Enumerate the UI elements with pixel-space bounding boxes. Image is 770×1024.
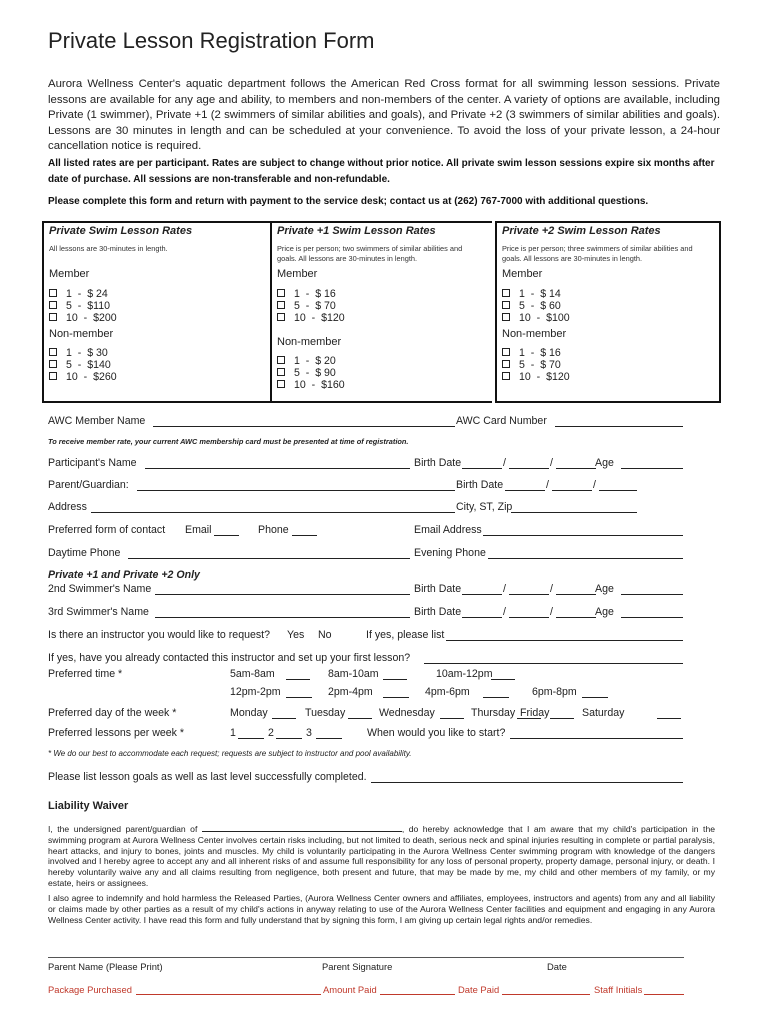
date-paid-line[interactable] [502,994,590,995]
date-slash: / [503,583,506,595]
rate-title: Private +2 Swim Lesson Rates [502,225,661,237]
daytime-phone-label: Daytime Phone [48,547,121,559]
instructor-name-line[interactable] [446,640,683,641]
date-paid-label: Date Paid [458,984,500,995]
waiver-p1-rest: , do hereby acknowledge that I am aware that my child's participation in the swimming program at Aurora Wellness Center involves certain risks including, but not limited to death, serious neck and spinal injuries resulting in complete or partial paralysis, heart attacks, and injury to bones, joints and muscles. My child is voluntarily participating in the Aurora Wellness Center swimming program with knowledge of the dangers involved and I hereby agree to accept any and all inherent risks of and assume full responsibility for any loss of personal property, property damage, personal injury, or death. I hereby voluntarily waive any and all claims resulting from negligence, both present and future, that may be made by me, my child and other members of my family, or my estate, heirs or assignees. [48,824,715,888]
birth-year-line[interactable] [599,490,637,491]
package-purchased-label: Package Purchased [48,984,132,995]
age-line[interactable] [621,468,683,469]
rate-option[interactable] [502,371,570,383]
rate-option[interactable] [277,367,336,379]
rate-option[interactable] [277,355,336,367]
time-option-label: 12pm-2pm [230,686,281,698]
age-label: Age [595,457,614,469]
no-label: No [318,629,332,641]
age-line[interactable] [621,594,683,595]
time-option-line[interactable] [383,679,407,680]
amount-paid-line[interactable] [380,994,455,995]
checkbox-icon[interactable] [49,360,57,368]
if-yes-list-label: If yes, please list [366,629,445,641]
rate-option[interactable] [49,300,110,312]
date-slash: / [546,479,549,491]
second-swimmer-line[interactable] [155,594,410,595]
when-start-label: When would you like to start? [367,727,506,739]
parent-name-label: Parent Name (Please Print) [48,961,163,972]
intro-paragraph: Aurora Wellness Center's aquatic department follows the American Red Cross format for all swimming lesson sessions. Private lessons are available for any age and ability, to members and non-members of the center. A variety of options are available, including Private (1 swimmer), Private +1 (2 swimmers of similar abilities and goals), and Private +2 (3 swimmers of similar abilities and goals). Lessons are 30 minutes in length and can be scheduled at your convenience. To avoid the loss of your private lesson, a 24-hour cancellation notice is required. [48,78,720,153]
rate-option[interactable] [277,312,345,324]
rate-option-label: 5 - $ 60 [519,300,561,312]
awc-card-number-label: AWC Card Number [456,415,547,427]
time-option-label: 2pm-4pm [328,686,373,698]
accommodate-note: * We do our best to accommodate each request; requests are subject to instructor and pool availability. [48,749,412,758]
rate-option-label: 10 - $100 [519,312,570,324]
checkbox-icon[interactable] [502,301,510,309]
rate-option[interactable] [277,288,336,300]
birth-day-line[interactable] [552,490,592,491]
rate-option-label: 1 - $ 20 [294,355,336,367]
date-slash: / [550,457,553,469]
parent-guardian-line[interactable] [137,490,455,491]
email-address-line[interactable] [483,535,683,536]
yes-label: Yes [287,629,305,641]
third-swimmer-line[interactable] [155,617,410,618]
rate-option[interactable] [502,300,561,312]
rate-option-label: 1 - $ 30 [66,347,108,359]
member-label: Member [277,268,318,280]
rate-option-label: 5 - $110 [66,300,110,312]
checkbox-icon[interactable] [49,289,57,297]
member-rate-note: To receive member rate, your current AWC membership card must be presented at time of registration. [48,437,409,446]
rate-option[interactable] [49,359,111,371]
day-option-line[interactable] [657,718,681,719]
day-option-label: Saturday [582,707,625,719]
date-slash: / [550,606,553,618]
checkbox-icon[interactable] [502,313,510,321]
day-option-label: Tuesday [305,707,346,719]
rate-option[interactable] [49,371,117,383]
time-option-label: 10am-12pm [436,668,493,680]
lesson-goals-line[interactable] [371,782,683,783]
private-only-heading: Private +1 and Private +2 Only [48,569,200,581]
checkbox-icon[interactable] [277,356,285,364]
participant-name-line[interactable] [145,468,410,469]
contacted-line[interactable] [424,663,683,664]
rate-option-label: 10 - $120 [519,371,570,383]
checkbox-icon[interactable] [502,360,510,368]
signature-date-label: Date [547,961,567,972]
submit-notice: Please complete this form and return with payment to the service desk; contact us at (262) 767-7000 with additional questions. [48,196,649,207]
age-line[interactable] [621,617,683,618]
rate-option-label: 10 - $260 [66,371,117,383]
rate-note: All lessons are 30-minutes in length. [49,244,168,253]
parent-guardian-label: Parent/Guardian: [48,479,129,491]
waiver-p1-start: I, the undersigned parent/guardian of [48,824,198,834]
date-slash: / [593,479,596,491]
rate-option-label: 5 - $140 [66,359,111,371]
date-slash: / [503,457,506,469]
day-option-label: Wednesday [379,707,435,719]
waiver-title: Liability Waiver [48,800,129,812]
checkbox-icon[interactable] [49,301,57,309]
nonmember-label: Non-member [49,328,114,340]
waiver-paragraph-2: I also agree to indemnify and hold harmless the Released Parties, (Aurora Wellness Center owners and affiliates, employees, instructors and agents) from any and all liability or claims made by other parties as a result of my child's actions in anyway relating to use of the Aurora Wellness Center facilities and equipment and engaging in any Aurora Wellness Center activity. I have read this form and fully understand that by signing this form, I am giving up certain legal rights and/or remedies. [48,893,715,925]
rate-option[interactable] [277,300,336,312]
date-slash: / [503,606,506,618]
birth-date-label: Birth Date [414,606,462,618]
time-option-label: 4pm-6pm [425,686,470,698]
awc-member-name-line[interactable] [153,426,455,427]
contacted-instructor-label: If yes, have you already contacted this instructor and set up your first lesson? [48,652,411,664]
member-label: Member [502,268,543,280]
time-option-label: 8am-10am [328,668,379,680]
time-option-line[interactable] [286,697,312,698]
birth-year-line[interactable] [556,468,596,469]
phone-check-line[interactable] [292,535,317,536]
checkbox-icon[interactable] [502,348,510,356]
page-title: Private Lesson Registration Form [48,28,375,53]
email-label: Email [185,524,212,536]
day-option-line[interactable] [348,718,372,719]
lesson-count-line[interactable] [316,738,342,739]
rate-option-label: 10 - $120 [294,312,345,324]
date-slash: / [550,583,553,595]
nonmember-label: Non-member [502,328,567,340]
day-option-line[interactable] [550,718,574,719]
checkbox-icon[interactable] [277,380,285,388]
lesson-count-label: 3 [306,727,312,739]
lesson-count-label: 1 [230,727,236,739]
evening-phone-line[interactable] [488,558,683,559]
age-label: Age [595,606,614,618]
time-option-line[interactable] [483,697,509,698]
daytime-phone-line[interactable] [128,558,410,559]
waiver-paragraph-1 [48,823,715,889]
checkbox-icon[interactable] [502,289,510,297]
rate-note: Price is per person; two swimmers of similar abilities and goals. All lessons are 30-minutes in length. [277,244,463,263]
preferred-day-label: Preferred day of the week * [48,707,177,719]
checkbox-icon[interactable] [49,348,57,356]
start-date-line[interactable] [510,738,683,739]
third-swimmer-label: 3rd Swimmer's Name [48,606,149,618]
address-line[interactable] [91,512,455,513]
day-option-label: Monday [230,707,268,719]
rate-option[interactable] [49,347,108,359]
checkbox-icon[interactable] [502,372,510,380]
evening-phone-label: Evening Phone [414,547,486,559]
checkbox-icon[interactable] [277,313,285,321]
birth-day-line[interactable] [509,468,549,469]
email-check-line[interactable] [214,535,239,536]
amount-paid-label: Amount Paid [323,984,377,995]
staff-initials-line[interactable] [644,994,684,995]
rate-option[interactable] [502,312,570,324]
rate-option-label: 5 - $ 70 [519,359,561,371]
rate-option-label: 5 - $ 90 [294,367,336,379]
rate-option-label: 1 - $ 16 [294,288,336,300]
day-option-line[interactable] [272,718,296,719]
rate-option-label: 10 - $200 [66,312,117,324]
birth-month-line[interactable] [505,490,545,491]
birth-month-line[interactable] [462,468,502,469]
rate-option-label: 1 - $ 16 [519,347,561,359]
checkbox-icon[interactable] [49,313,57,321]
awc-card-number-line[interactable] [555,426,683,427]
rate-option[interactable] [502,288,561,300]
birth-day-line[interactable] [509,617,549,618]
day-option-label: Friday [520,707,550,719]
birth-date-label: Birth Date [456,479,504,491]
rate-note: Price is per person; three swimmers of similar abilities and goals. All lessons are 30-minutes in length. [502,244,693,263]
checkbox-icon[interactable] [277,289,285,297]
rate-title: Private +1 Swim Lesson Rates [277,225,436,237]
day-option-line[interactable] [440,718,464,719]
time-option-line[interactable] [491,679,515,680]
time-option-line[interactable] [582,697,608,698]
package-purchased-line[interactable] [136,994,321,995]
awc-member-name-label: AWC Member Name [48,415,146,427]
parent-signature-label: Parent Signature [322,961,393,972]
birth-date-label: Birth Date [414,583,462,595]
email-address-label: Email Address [414,524,482,536]
rate-option-label: 1 - $ 24 [66,288,108,300]
city-state-zip-line[interactable] [511,512,637,513]
participant-name-label: Participant's Name [48,457,137,469]
lesson-count-line[interactable] [276,738,302,739]
checkbox-icon[interactable] [277,368,285,376]
birth-year-line[interactable] [556,594,596,595]
day-option-label: Thursday [471,707,516,719]
checkbox-icon[interactable] [49,372,57,380]
rate-option-label: 10 - $160 [294,379,345,391]
nonmember-label: Non-member [277,336,342,348]
preferred-time-label: Preferred time * [48,668,123,680]
rate-option[interactable] [502,359,561,371]
lesson-count-line[interactable] [238,738,264,739]
city-state-zip-label: City, ST, Zip [456,501,513,513]
time-option-label: 6pm-8pm [532,686,577,698]
second-swimmer-label: 2nd Swimmer's Name [48,583,152,595]
rate-option-label: 1 - $ 14 [519,288,561,300]
instructor-request-label: Is there an instructor you would like to request? [48,629,270,641]
rate-title: Private Swim Lesson Rates [49,225,193,237]
lesson-goals-label: Please list lesson goals as well as last level successfully completed. [48,771,367,783]
birth-date-label: Birth Date [414,457,462,469]
birth-day-line[interactable] [509,594,549,595]
rate-option[interactable] [49,288,108,300]
preferred-contact-label: Preferred form of contact [48,524,166,536]
preferred-lessons-label: Preferred lessons per week * [48,727,185,739]
checkbox-icon[interactable] [277,301,285,309]
lesson-count-label: 2 [268,727,274,739]
child-name-line[interactable] [202,823,402,832]
time-option-line[interactable] [383,697,409,698]
time-option-line[interactable] [286,679,310,680]
address-label: Address [48,501,87,513]
birth-year-line[interactable] [556,617,596,618]
rate-option[interactable] [49,312,117,324]
rate-option[interactable] [277,379,345,391]
age-label: Age [595,583,614,595]
rate-option[interactable] [502,347,561,359]
phone-label: Phone [258,524,289,536]
signature-line[interactable] [48,957,684,958]
time-option-label: 5am-8am [230,668,275,680]
staff-initials-label: Staff Initials [594,984,643,995]
birth-month-line[interactable] [462,617,502,618]
member-label: Member [49,268,90,280]
rate-option-label: 5 - $ 70 [294,300,336,312]
birth-month-line[interactable] [462,594,502,595]
rates-notice: All listed rates are per participant. Rates are subject to change without prior notice. All private swim lesson sessions expire six months after date of purchase. All sessions are non-transferable and non-refundable. [48,158,715,185]
